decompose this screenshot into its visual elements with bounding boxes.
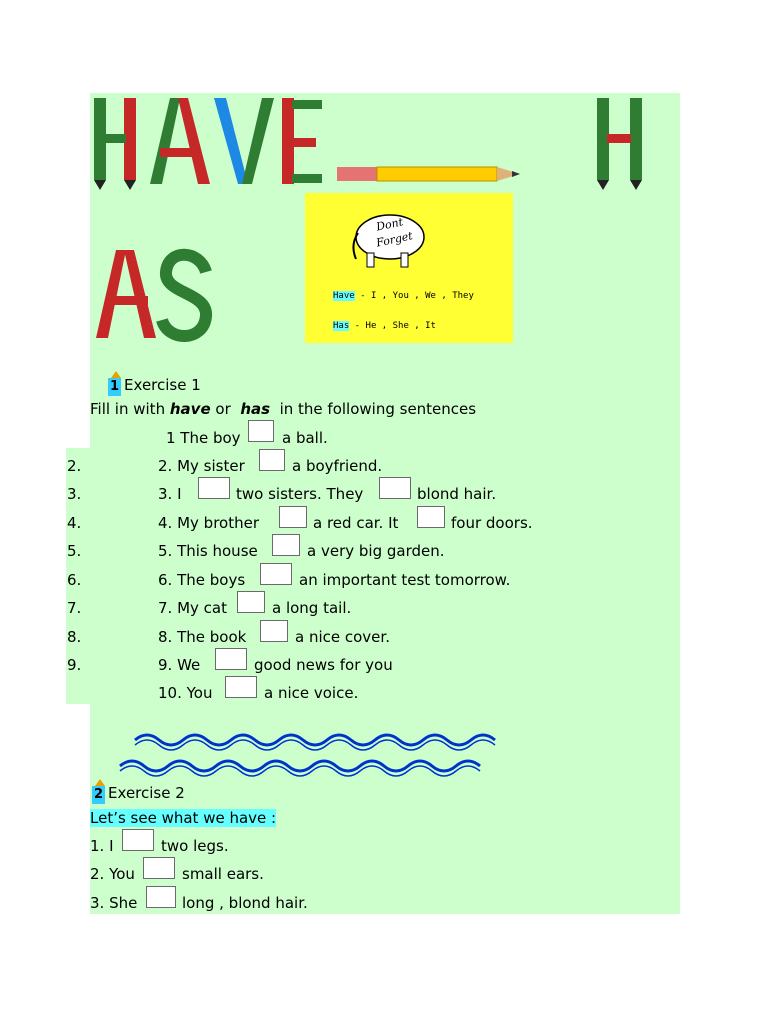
ex2-answer-box-2[interactable] (143, 857, 175, 879)
sentence-6-end: an important test tomorrow. (299, 571, 511, 589)
elephant-logo (305, 193, 513, 273)
sentence-1-start: 1 The boy (166, 429, 241, 447)
answer-box-4b[interactable] (417, 506, 445, 528)
sentence-2-end: a boyfriend. (292, 457, 383, 475)
note-line-has: Has - He , She , It (333, 321, 436, 331)
ex2-sentence-1-start: 1. I (90, 837, 114, 855)
sentence-7-end: a long tail. (272, 599, 352, 617)
sentence-10-start: 10. You (158, 684, 213, 702)
sentence-8-start: 8. The book (158, 628, 247, 646)
answer-box-2[interactable] (259, 449, 285, 471)
answer-box-7[interactable] (237, 591, 265, 613)
dont-forget-note (305, 193, 513, 343)
sentence-4-end: four doors. (451, 514, 533, 532)
answer-box-3a[interactable] (198, 477, 230, 499)
exercise1-instructions: Fill in with have or has in the following sentences (90, 400, 477, 418)
sentence-7-start: 7. My cat (158, 599, 227, 617)
side-number: 3. (67, 485, 82, 503)
sentence-3-end: blond hair. (417, 485, 497, 503)
answer-box-6[interactable] (260, 563, 292, 585)
exercise1-number-badge: 1 (108, 378, 121, 396)
side-number: 7. (67, 599, 82, 617)
side-number: 8. (67, 628, 82, 646)
wave-divider (120, 735, 495, 776)
svg-text:Forget: Forget (375, 229, 414, 250)
title-have-word (94, 98, 322, 190)
ex2-answer-box-3[interactable] (146, 886, 176, 908)
ex2-sentence-3-end: long , blond hair. (182, 894, 308, 912)
exercise1-heading (108, 376, 201, 396)
exercise1-title: Exercise 1 (124, 376, 201, 394)
side-number: 5. (67, 542, 82, 560)
answer-box-10[interactable] (225, 676, 257, 698)
ex2-sentence-2-start: 2. You (90, 865, 135, 883)
exercise2-number-badge: 2 (92, 786, 105, 804)
side-number: 2. (67, 457, 82, 475)
answer-box-1[interactable] (248, 420, 274, 442)
side-number: 6. (67, 571, 82, 589)
side-number: 9. (67, 656, 82, 674)
answer-box-4a[interactable] (279, 506, 307, 528)
sentence-3-start: 3. I (158, 485, 182, 503)
ex2-sentence-3-start: 3. She (90, 894, 138, 912)
sentence-4-middle: a red car. It (313, 514, 399, 532)
answer-box-5[interactable] (272, 534, 300, 556)
sentence-2-start: 2. My sister (158, 457, 245, 475)
sentence-9-end: good news for you (254, 656, 393, 674)
answer-box-8[interactable] (260, 620, 288, 642)
sentence-6-start: 6. The boys (158, 571, 246, 589)
answer-box-3b[interactable] (379, 477, 411, 499)
sentence-8-end: a nice cover. (295, 628, 390, 646)
sentence-10-end: a nice voice. (264, 684, 359, 702)
sentence-5-start: 5. This house (158, 542, 258, 560)
exercise2-intro: Let’s see what we have : (90, 809, 277, 827)
sentence-4-start: 4. My brother (158, 514, 259, 532)
note-line-have: Have - I , You , We , They (333, 291, 474, 301)
side-number: 4. (67, 514, 82, 532)
sentence-5-end: a very big garden. (307, 542, 445, 560)
ex2-answer-box-1[interactable] (122, 829, 154, 851)
ex2-sentence-2-end: small ears. (182, 865, 264, 883)
sentence-1-end: a ball. (282, 429, 328, 447)
exercise2-heading (92, 784, 185, 804)
exercise2-title: Exercise 2 (108, 784, 185, 802)
sentence-3-middle: two sisters. They (236, 485, 364, 503)
title-as-word (96, 250, 206, 338)
ex2-sentence-1-end: two legs. (161, 837, 229, 855)
svg-text:Dont: Dont (375, 215, 405, 234)
answer-box-9[interactable] (215, 648, 247, 670)
sentence-9-start: 9. We (158, 656, 201, 674)
